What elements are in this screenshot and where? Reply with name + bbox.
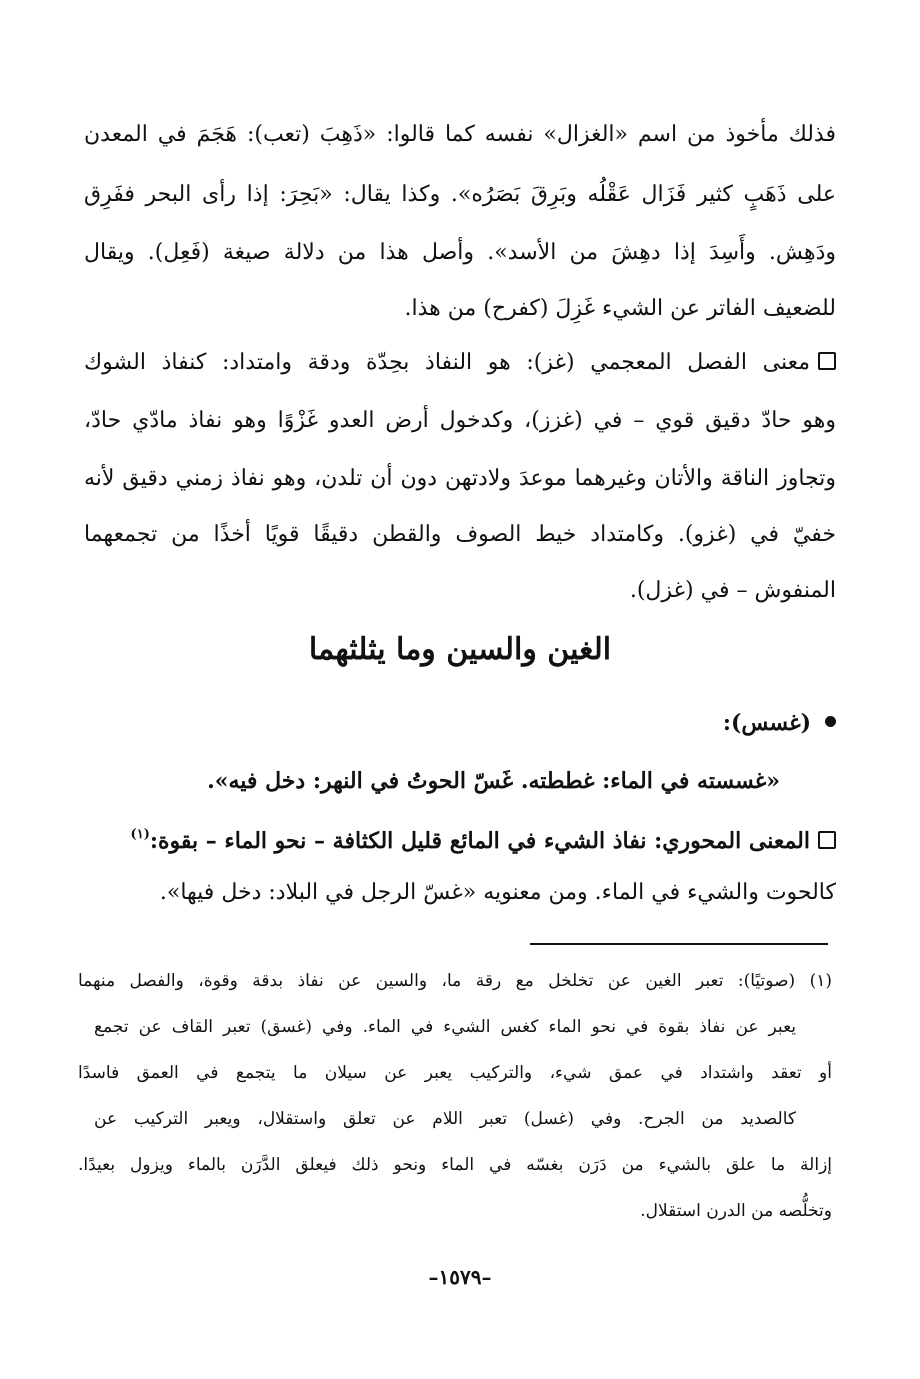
entry-root xyxy=(723,706,836,740)
body-line-5-text: معنى الفصل المعجمي (غز): هو النفاذ بحِدّة ودقة وامتداد: كنفاذ الشوك xyxy=(84,350,810,375)
body-line-8: خفيّ في (غزو). وكامتداد خيط الصوف والقطن دقيقًا قويًا أخذًا من تجمعهما xyxy=(84,522,836,547)
entry-quote: «غسسته في الماء: غططته. غَسّ الحوتُ في النهر: دخل فيه». xyxy=(207,768,780,794)
footnote-line-5: إزالة ما علق بالشيء من دَرَن بغسّه في الماء ونحو ذلك فيعلق الدَّرَن بالماء ويزول بعيدًا. xyxy=(78,1155,832,1175)
entry-meaning-line-1-text: المعنى المحوري: نفاذ الشيء في المائع قليل الكثافة – نحو الماء – بقوة: xyxy=(149,828,810,854)
square-bullet-icon xyxy=(818,352,836,370)
entry-meaning-line-1 xyxy=(131,818,836,858)
entry-root-text: (غسس): xyxy=(722,710,811,736)
body-line-7: وتجاوز الناقة والأتان وغيرهما موعدَ ولادتهن دون أن تلدن، وهو نفاذ زمني دقيق لأنه xyxy=(84,466,836,491)
body-line-9: المنفوش – في (غزل). xyxy=(629,578,836,603)
footnote-line-4: كالصديد من الجرح. وفي (غسل) تعبر اللام عن تعلق واستقلال، ويعبر التركيب عن xyxy=(94,1109,796,1129)
footnote-line-2: يعبر عن نفاذ بقوة في نحو الماء كغس الشيء في الماء. وفي (غسق) تعبر القاف عن تجمع xyxy=(94,1017,796,1037)
body-line-5 xyxy=(84,346,836,380)
entry-meaning-line-2: كالحوت والشيء في الماء. ومن معنويه «غسّ الرجل في البلاد: دخل فيها». xyxy=(159,880,836,905)
footnote-line-6: وتخلُّصه من الدرن استقلال. xyxy=(640,1201,832,1221)
footnote-separator xyxy=(530,943,828,945)
section-heading: الغين والسين وما يثلثهما xyxy=(308,632,612,667)
footnote-line-1: (١) (صوتيًا): تعبر الغين عن تخلخل مع رقة ما، والسين عن نفاذ بدقة وقوة، والفصل منهما xyxy=(78,971,832,991)
footnote-reference[interactable]: (١) xyxy=(130,827,150,842)
body-line-3: ودَهِش. وأَسِدَ إذا دهِشَ من الأسد». وأصل هذا من دلالة صيغة (فَعِل). ويقال xyxy=(84,240,836,265)
square-bullet-icon xyxy=(818,831,836,849)
body-line-6: وهو حادّ دقيق قوي – في (غزز)، وكدخول أرض العدو غَزْوًا وهو نفاذ مادّي حادّ، xyxy=(84,408,836,433)
body-line-1: فذلك مأخوذ من اسم «الغزال» نفسه كما قالوا: «ذَهِبَ (تعب): هَجَمَ في المعدن xyxy=(84,122,836,147)
bullet-icon xyxy=(825,716,836,727)
footnote-line-3: أو تعقد واشتداد في عمق شيء، والتركيب يعبر عن سيلان ما يتجمع في العمق فاسدًا xyxy=(78,1063,832,1083)
page-number: –١٥٧٩– xyxy=(428,1265,492,1289)
body-line-4: للضعيف الفاتر عن الشيء غَزِلَ (كفرح) من هذا. xyxy=(404,296,836,321)
body-line-2: على ذَهَبٍ كثير فَزَال عَقْلُه وبَرِقَ بَصَرُه». وكذا يقال: «بَحِرَ: إذا رأى البحر ففَرِق xyxy=(84,182,836,207)
